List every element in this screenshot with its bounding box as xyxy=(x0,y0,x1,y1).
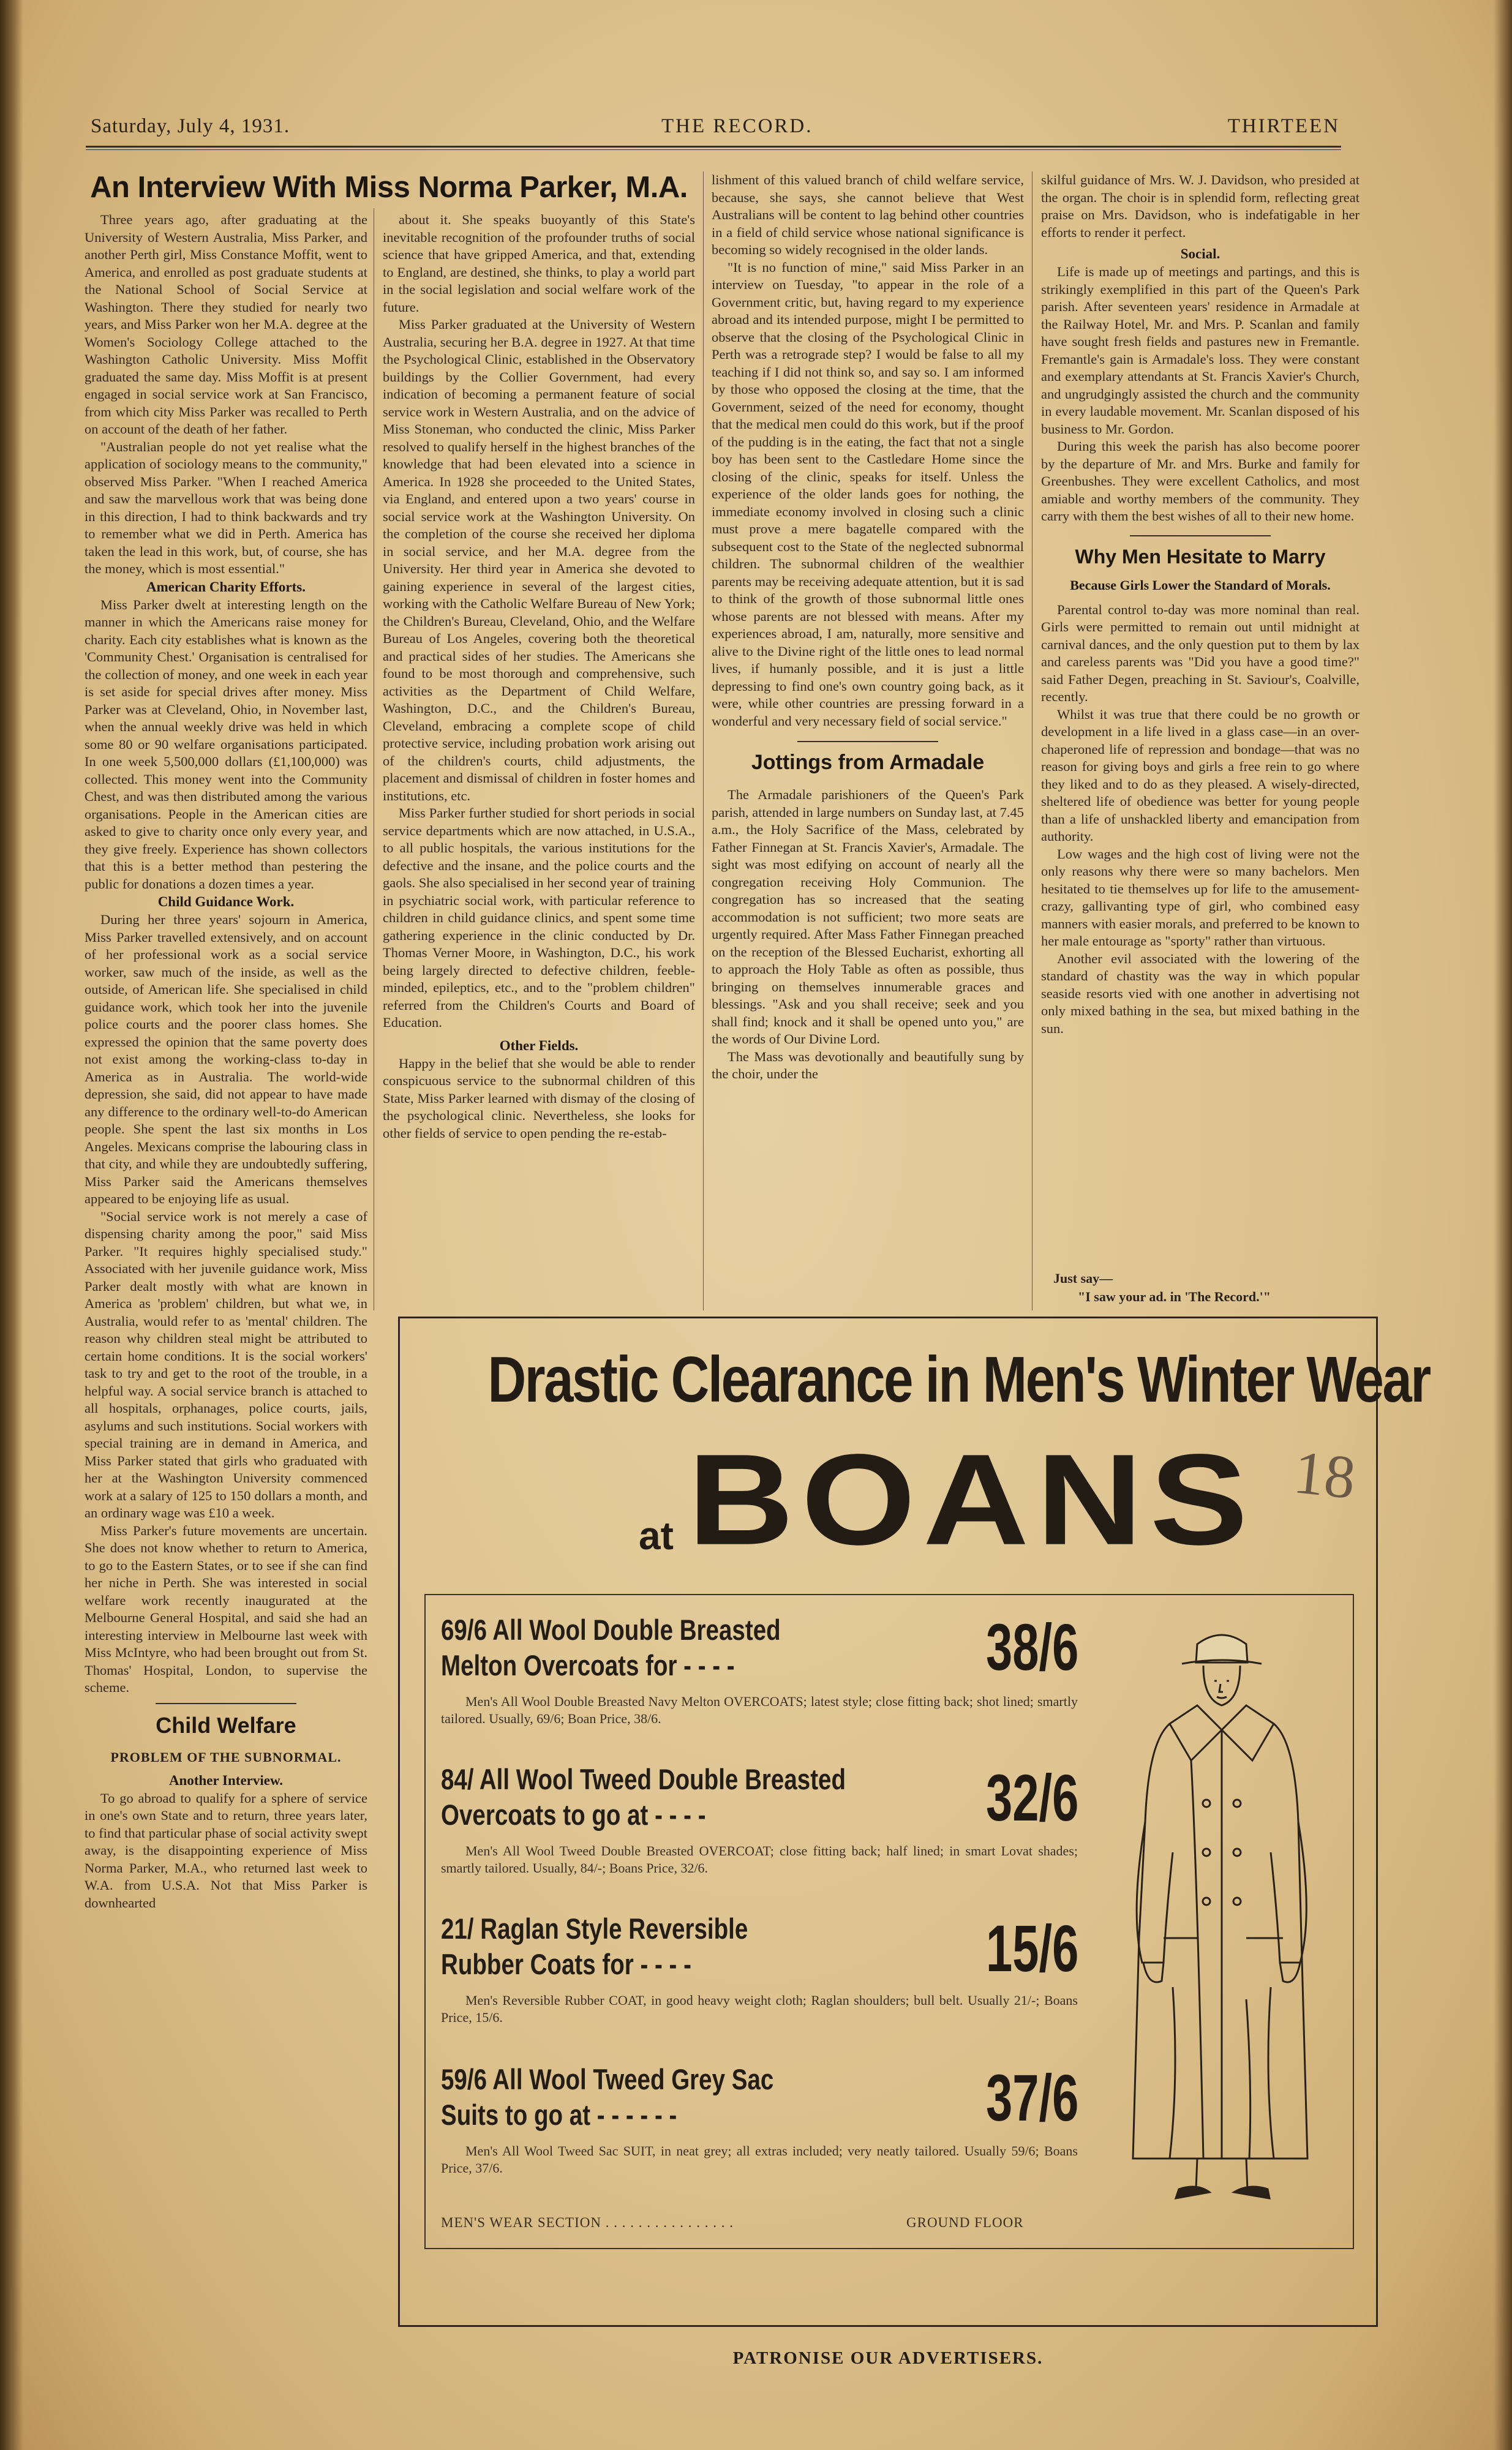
just-say-note xyxy=(1053,1269,1360,1306)
column-3 xyxy=(712,171,1024,1310)
subheading: Child Guidance Work. xyxy=(157,894,295,909)
paragraph: Miss Parker's future movements are uncertain. She does not know whether to return to America, to go to the Eastern States, or to see if she can find her niche in Perth. She was interested in social welfare work recently inaugurated at the Melbourne General Hospital, and said she had an interesting interview in Melbourne last week with Miss McIntyre, who had been brought out from St. Thomas' Hospital, London, to supervise the scheme. xyxy=(85,1522,367,1695)
paragraph: Three years ago, after graduating at the University of Western Australia, Miss Parker, and another Perth girl, Miss Constance Moffit, went to America, and enrolled as post graduate students at the National School of Social Service at Washington. There they studied for nearly two years, and Miss Parker won her M.A. degree at the Women's Sociology College attached to the Washington Catholic University. Miss Moffit graduated the same day. Miss Moffit is at present engaged in social service work at San Francisco, from which city Miss Parker was recalled to Perth on account of the death of her father. xyxy=(85,212,367,437)
subheading: American Charity Efforts. xyxy=(146,579,306,595)
ad-footer-floor: GROUND FLOOR xyxy=(906,2215,1024,2230)
ad-footer xyxy=(441,2215,1078,2231)
column-4 xyxy=(1041,171,1360,1268)
paragraph: Life is made up of meetings and partings, and this is strikingly exemplified in this part of the Queen's Park parish. After seventeen years' residence in Armadale at the Railway Hotel, Mr. and Mrs. P. Scanlan and family have sought fresh fields and pastures new in Fremantle. Fremantle's gain is Armadale's loss. They were constant and exemplary attendants at St. Francis Xavier's Church, and ungrudgingly assisted the church and the community in every laudable movement. Mr. Scanlan disposed of his business to Mr. Gordon. xyxy=(1041,264,1360,437)
header-rule-thin xyxy=(86,149,1341,150)
item-title: Rubber Coats for - - - - xyxy=(441,1948,691,1980)
item-title: 21/ Raglan Style Reversible xyxy=(441,1912,748,1945)
page-number: THIRTEEN xyxy=(1227,115,1340,137)
section-rule xyxy=(1130,535,1271,536)
item-description: Men's All Wool Double Breasted Navy Melton OVERCOATS; latest style; close fitting back; shot lined; smartly tailored. Usually, 69/6; Boan Price, 38/6. xyxy=(441,1694,1078,1726)
ad-item xyxy=(441,1612,1078,1727)
paragraph: To go abroad to qualify for a sphere of service in one's own State and to return, three years later, to find that particular phase of social activity swept away, is the disappointing experience of Miss Norma Parker, M.A., who returned last week to W.A. from U.S.A. Not that Miss Parker is downhearted xyxy=(85,1790,367,1911)
man-in-overcoat-illustration xyxy=(1105,1620,1338,2208)
item-title: 59/6 All Wool Tweed Grey Sac xyxy=(441,2063,774,2095)
pencil-mark: 18 xyxy=(1290,1438,1359,1512)
paragraph: Miss Parker further studied for short periods in social service departments which are now attached, in U.S.A., to all public hospitals, the various institutions for the defective and the insane, and the police courts and the gaols. She also specialised in her second year of training in psychiatric social work, with particular reference to children in child guidance clinics, and spent some time gathering experience in the clinic conducted by Dr. Thomas Verner Moore, in Washington, D.C., his work being largely directed to defective children, feeble-minded, epileptics, etc., and to the "problem children" referred from the Children's Courts and Board of Education. xyxy=(383,805,695,1030)
page-right-edge xyxy=(1494,0,1512,2450)
ad-title: Drastic Clearance in Men's Winter Wear xyxy=(487,1343,1430,1416)
item-title: Melton Overcoats for - - - - xyxy=(441,1649,735,1682)
boans-advertisement xyxy=(398,1317,1430,2327)
paragraph: The Mass was devotionally and beautifully sung by the choir, under the xyxy=(712,1048,1024,1081)
paragraph: Miss Parker graduated at the University of Western Australia, securing her B.A. degree in 1927. At that time the Psychological Clinic, established in the Observatory buildings by the Collier Government, had every indication of becoming a permanent feature of social service work in Western Australia, and on the advice of Miss Stoneman, who conducted the clinic, Miss Parker resolved to qualify herself in the highest branches of the knowledge that had been elevated into a science in America. In 1928 she proceeded to the United States, via England, and entered upon a two years' course in social service work at the Washington University. On the completion of the course she received her diploma in social service, and her M.A. degree from the University. Her third year in America she devoted to gaining experience in several of the largest cities, working with the Catholic Welfare Bureau of New York; the Children's Bureau, Cleveland, Ohio, and the Welfare Bureau of Los Angeles, covering both the theoretical and practical sides of her studies. The Americans she found to be most thorough and comprehensive, such activities as the Department of Child Welfare, Washington, D.C., and the Children's Bureau, Cleveland, embracing a complete scope of child protective service, including probation work arising out of the children's courts, child adjustments, the placement and dismissal of children in foster homes and institutions, etc. xyxy=(383,317,695,803)
paragraph: lishment of this valued branch of child welfare service, because, she says, she cannot believe that West Australians will be content to lag behind other countries in a field of child service whose national significance is becoming so widely recognised in the older lands. xyxy=(712,172,1024,257)
column-divider xyxy=(703,171,704,1310)
page-left-edge xyxy=(0,0,23,2450)
item-price: 32/6 xyxy=(986,1760,1079,1835)
ad-items-box xyxy=(424,1594,1354,2249)
item-description: Men's All Wool Tweed Double Breasted OVERCOAT; close fitting back; half lined; in smart Lovat shades; smartly tailored. Usually, 84/-; Boans Price, 32/6. xyxy=(441,1843,1078,1876)
paragraph: Low wages and the high cost of living were not the only reasons why there were so many bachelors. Men hesitated to tie themselves up for life to the amusement-crazy, gallivanting type of girl, who combined easy manners with easier morals, and preferred to be known to her male entourage as "sporty" rather than virtuous. xyxy=(1041,846,1360,949)
subheading: Another Interview. xyxy=(168,1772,284,1788)
ad-at: at xyxy=(639,1514,674,1558)
item-title: Overcoats to go at - - - - xyxy=(441,1798,706,1831)
paragraph: "Social service work is not merely a case of dispensing charity among the poor," said Miss Parker. "It requires highly specialised study." Associated with her juvenile guidance work, Miss Parker dealt mostly with what are known in America as 'problem' children, but what we, in Australia, would refer to as 'mental' children. The reason why children steal might be attributed to certain home conditions. It is the social workers' task to try and get to the root of the trouble, in a helpful way. A social service branch is attached to all hospitals, orphanages, police courts, jails, asylums and such institutions. Social workers with special training are in demand in America, and Miss Parker stated that girls who graduated with her at the Washington University commenced work at a salary of 125 to 150 dollars a month, and an ordinary wage was £10 a week. xyxy=(85,1208,367,1520)
ad-item xyxy=(441,1762,1078,1877)
patronise-notice: PATRONISE OUR ADVERTISERS. xyxy=(732,2348,1044,2368)
ad-brand: BOANS xyxy=(688,1427,1255,1572)
column-2 xyxy=(383,211,695,1313)
item-title: 84/ All Wool Tweed Double Breasted xyxy=(441,1763,846,1795)
paragraph: Happy in the belief that she would be able to render conspicuous service to the subnormal children of this State, Miss Parker learned with dismay of the closing of the psychological clinic. Nevertheless, she looks for other fields of service to open pending the re-estab- xyxy=(383,1055,695,1141)
just-say-line1: Just say— xyxy=(1053,1271,1113,1286)
paragraph: about it. She speaks buoyantly of this State's inevitable recognition of the profounder truths of social science that have gripped America, and that, extending to England, are destined, she thinks, to play a world part in the social legislation and social welfare work of the future. xyxy=(383,212,695,315)
subheading: Because Girls Lower the Standard of Morals. xyxy=(1070,577,1331,593)
armadale-title: Jottings from Armadale xyxy=(751,751,985,774)
masthead: THE RECORD. xyxy=(661,115,813,137)
subheading: Social. xyxy=(1180,246,1221,261)
child-welfare-subtitle: PROBLEM OF THE SUBNORMAL. xyxy=(110,1749,342,1765)
marry-title: Why Men Hesitate to Marry xyxy=(1075,545,1326,568)
item-title: 69/6 All Wool Double Breasted xyxy=(441,1614,781,1646)
page-header xyxy=(91,115,1340,146)
issue-date: Saturday, July 4, 1931. xyxy=(91,115,290,137)
paragraph: During this week the parish has also become poorer by the departure of Mr. and Mrs. Burke and family for Greenbushes. They were excellent Catholics, and most amiable and worthy members of the community. They carry with them the best wishes of all to their new home. xyxy=(1041,438,1360,524)
paragraph: "It is no function of mine," said Miss Parker in an interview on Tuesday, "to appear in the role of a Government critic, but, having regard to my experience abroad and its intended purpose, might I be permitted to observe that the closing of the Psychological Clinic in Perth was a retrograde step? I would be false to all my teaching if I did not think so, and say so. I am informed by those who opposed the closing at the time, that the Government, seized of the need for economy, thought that the medical men could do this work, but if the proof of the pudding is in the eating, the fact that not a single boy has been sent to the Castledare Home since the closing of the clinic, speaks for itself. Unless the experience of the older lands goes for nothing, the immediate economy involved in closing such a clinic must prove a mere bagatelle compared with the subsequent cost to the State of the neglected subnormal children. The subnormal children of the wealthier parents may be receiving adequate attention, but it is sad to think of the growth of those subnormal little ones whose parents are not blessed with means. After my experiences abroad, I am, naturally, more sensitive and alive to the Divine right of the little ones to lead normal lives, if humanly possible, and it is just a little depressing to find one's own country going back, as it were, while other countries are pressing forward in a wonderful and very necessary field of social service." xyxy=(712,259,1024,729)
item-price: 15/6 xyxy=(986,1911,1079,1985)
item-description: Men's Reversible Rubber COAT, in good heavy weight cloth; Raglan shoulders; bull belt. Usually 21/-; Boans Price, 15/6. xyxy=(441,1993,1078,2025)
ad-item xyxy=(441,2062,1078,2177)
item-price: 37/6 xyxy=(986,2061,1079,2135)
item-title: Suits to go at - - - - - - xyxy=(441,2099,677,2131)
child-welfare-title: Child Welfare xyxy=(156,1712,296,1738)
header-rule xyxy=(86,146,1341,148)
item-description: Men's All Wool Tweed Sac SUIT, in neat grey; all extras included; very neatly tailored. Usually 59/6; Boans Price, 37/6. xyxy=(441,2143,1078,2176)
column-1 xyxy=(85,211,367,2342)
paragraph: Another evil associated with the lowering of the standard of chastity was the way in which popular seaside resorts vied with one another in advertising not only mixed bathing in the sea, but mixed bathing in the sun. xyxy=(1041,950,1360,1036)
just-say-line2: "I saw your ad. in 'The Record.'" xyxy=(1078,1289,1271,1304)
ad-footer-section: MEN'S WEAR SECTION . . . . . . . . . . . . . . . . xyxy=(441,2215,734,2230)
ad-item xyxy=(441,1911,1078,2026)
paragraph: During her three years' sojourn in America, Miss Parker travelled extensively, and on account of her professional work as a social service worker, saw much of the inside, as well as the outside, of American life. She specialised in child guidance work, which took her into the juvenile police courts and the poorer class homes. She expressed the opinion that the same poverty does not exist among the working-class to-day in America as in Australia. The world-wide depression, she said, did not appear to have made any difference to the ordinary well-to-do American people. She spent the last six months in Los Angeles. Mexicans comprise the labouring class in that city, and while they are undoubtedly suffering, Miss Parker said the Americans themselves appeared to be enjoying life as usual. xyxy=(85,912,367,1206)
item-price: 38/6 xyxy=(986,1610,1079,1684)
paragraph: Parental control to-day was more nominal than real. Girls were permitted to remain out until midnight at carnival dances, and the only question put to them by lax and careless parents was "Did you have a good time?" said Father Degen, preaching in St. Saviour's, Coalville, recently. xyxy=(1041,601,1360,704)
section-rule xyxy=(156,1703,296,1704)
article-title: An Interview With Miss Norma Parker, M.A. xyxy=(90,171,688,204)
paragraph: skilful guidance of Mrs. W. J. Davidson, who presided at the organ. The choir is in splendid form, reflecting great praise on Mrs. Davidson, who is indefatigable in her efforts to render it perfect. xyxy=(1041,172,1360,240)
section-rule xyxy=(797,741,938,742)
paragraph: Miss Parker dwelt at interesting length on the manner in which the Americans raise money for charity. Each city establishes what is known as the 'Community Chest.' Organisation is centralised for the collection of money, and one week in each year is set aside for special drives after money. Miss Parker was at Cleveland, Ohio, in November last, when the annual weekly drive was held in which some 80 or 90 welfare organisations participated. In one week 5,500,000 dollars (£1,100,000) was collected. This money went into the Community Chest, and was then distributed among the various organisations. People in the American cities are asked to give to charity once only every year, and they give freely. Experience has shown collectors that this is a better method than pestering the public for donations a dozen times a year. xyxy=(85,596,367,892)
paragraph: The Armadale parishioners of the Queen's Park parish, attended in large numbers on Sunday last, at 7.45 a.m., the Holy Sacrifice of the Mass, celebrated by Father Finnegan at St. Francis Xavier's, Armadale. The sight was most edifying on account of nearly all the congregation receiving Holy Communion. The congregation has so increased that the seating accommodation is not sufficient; two more seats are urgently required. After Mass Father Finnegan preached on the reception of the Blessed Eucharist, exhorting all to approach the Holy Table as often as possible, thus bringing on themselves innumerable graces and blessings. "Ask and you shall receive; seek and you shall find; knock and it shall be opened unto you," are the words of Our Divine Lord. xyxy=(712,787,1024,1047)
paragraph: Whilst it was true that there could be no growth or development in a life lived in a glass case—in an over-chaperoned life of repression and bondage—that was no reason for giving boys and girls a free rein to go where they liked and to do as they pleased. A wisely-directed, sheltered life of obedience was better for young people than a life of unshackled liberty and emancipation from authority. xyxy=(1041,706,1360,844)
paragraph: "Australian people do not yet realise what the application of sociology means to the community," observed Miss Parker. "When I reached America and saw the marvellous work that was being done in this direction, I had to think backwards and try to remember what we did in Perth. America has taken the lead in this work, but, of course, she has the money, which is most essential." xyxy=(85,438,367,576)
subheading: Other Fields. xyxy=(499,1037,579,1053)
